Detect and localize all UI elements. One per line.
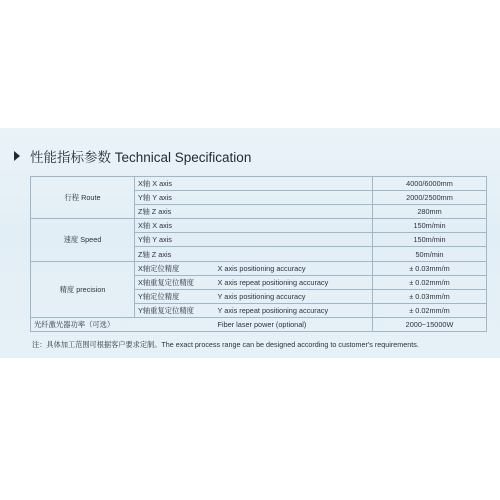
category-cell: 速度 Speed bbox=[31, 219, 135, 261]
detail-cell bbox=[215, 191, 373, 205]
detail-cell: X axis repeat positioning accuracy bbox=[215, 275, 373, 289]
footnote: 注：具体加工范围可根据客户要求定制。The exact process range can be designed according to customer's requirements. bbox=[32, 340, 419, 349]
axis-cell: X轴 X axis bbox=[135, 177, 215, 191]
axis-cell: X轴 X axis bbox=[135, 219, 215, 233]
detail-cell: X axis positioning accuracy bbox=[215, 261, 373, 275]
detail-cell bbox=[215, 205, 373, 219]
laser-label-cell: 光纤激光器功率（可选） bbox=[31, 317, 215, 331]
value-cell: 150m/min bbox=[373, 219, 487, 233]
triangle-bullet-icon bbox=[14, 151, 20, 161]
table-row bbox=[31, 317, 487, 331]
category-cell: 精度 precision bbox=[31, 261, 135, 317]
table-row bbox=[31, 177, 487, 191]
axis-cell: Y轴 Y axis bbox=[135, 191, 215, 205]
table-row bbox=[31, 261, 487, 275]
detail-cell bbox=[215, 177, 373, 191]
axis-cell: Z轴 Z axis bbox=[135, 205, 215, 219]
axis-cell: X轴定位精度 bbox=[135, 261, 215, 275]
category-cell: 行程 Route bbox=[31, 177, 135, 219]
spec-table bbox=[30, 176, 487, 332]
value-cell: ± 0.03mm/m bbox=[373, 289, 487, 303]
axis-cell: Y轴重复定位精度 bbox=[135, 303, 215, 317]
detail-cell bbox=[215, 233, 373, 247]
value-cell: ± 0.02mm/m bbox=[373, 303, 487, 317]
value-cell: 2000/2500mm bbox=[373, 191, 487, 205]
value-cell: 280mm bbox=[373, 205, 487, 219]
axis-cell: Y轴 Y axis bbox=[135, 233, 215, 247]
detail-cell: Y axis positioning accuracy bbox=[215, 289, 373, 303]
laser-detail-cell: Fiber laser power (optional) bbox=[215, 317, 373, 331]
axis-cell: Z轴 Z axis bbox=[135, 247, 215, 261]
section-heading bbox=[14, 147, 251, 165]
table-row bbox=[31, 219, 487, 233]
section-title: 性能指标参数 Technical Specification bbox=[30, 150, 252, 165]
value-cell: 4000/6000mm bbox=[373, 177, 487, 191]
value-cell: ± 0.02mm/m bbox=[373, 275, 487, 289]
detail-cell: Y axis repeat positioning accuracy bbox=[215, 303, 373, 317]
laser-value-cell: 2000~15000W bbox=[373, 317, 487, 331]
value-cell: 150m/min bbox=[373, 233, 487, 247]
detail-cell bbox=[215, 247, 373, 261]
value-cell: ± 0.03mm/m bbox=[373, 261, 487, 275]
axis-cell: Y轴定位精度 bbox=[135, 289, 215, 303]
value-cell: 50m/min bbox=[373, 247, 487, 261]
axis-cell: X轴重复定位精度 bbox=[135, 275, 215, 289]
detail-cell bbox=[215, 219, 373, 233]
